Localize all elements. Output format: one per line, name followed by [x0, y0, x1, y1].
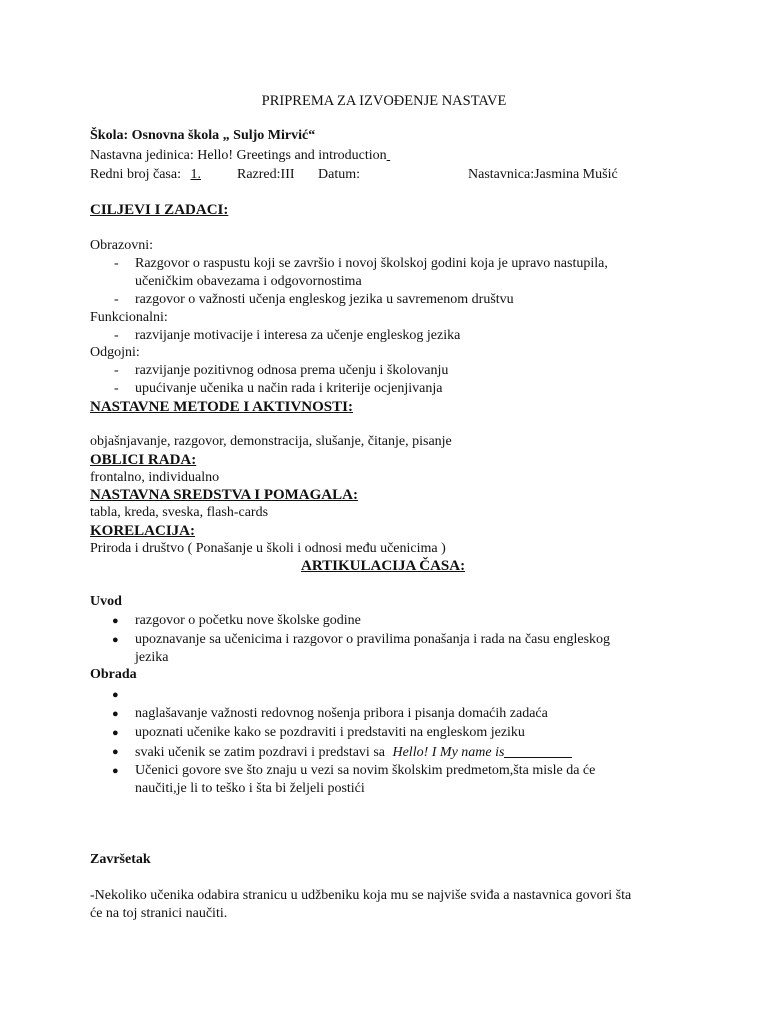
- bullet-icon: ●: [112, 765, 119, 777]
- main-item-text: svaki učenik se zatim pozdravi i predstavi sa: [135, 745, 385, 760]
- dash-marker: -: [114, 381, 119, 396]
- bullet-icon: ●: [112, 708, 119, 720]
- main-item-greeting: [135, 743, 572, 762]
- bullet-icon: ●: [112, 634, 119, 646]
- functional-label: Funkcionalni:: [90, 310, 168, 325]
- answer-blank: [504, 743, 572, 758]
- dash-marker: -: [114, 292, 119, 307]
- main-item: Učenici govore sve što znaju u vezi sa novim školskim predmetom,šta misle da će: [135, 763, 596, 778]
- school-line: Škola: Osnovna škola „ Suljo Mirvić“: [90, 128, 316, 143]
- bullet-icon: ●: [112, 615, 119, 627]
- dash-marker: -: [114, 328, 119, 343]
- goal-item: razvijanje pozitivnog odnosa prema učenju i školovanju: [135, 363, 449, 378]
- grade-text: Razred:III: [237, 167, 295, 182]
- date-label: Datum:: [318, 167, 360, 182]
- goals-heading: CILJEVI I ZADACI:: [90, 202, 229, 218]
- goal-item: razgovor o važnosti učenja engleskog jezika u savremenom društvu: [135, 292, 514, 307]
- intro-item-continuation: jezika: [135, 650, 169, 665]
- upbringing-label: Odgojni:: [90, 345, 140, 360]
- main-item: upoznati učenike kako se pozdraviti i predstaviti na engleskom jeziku: [135, 725, 525, 740]
- bullet-icon: ●: [112, 689, 119, 701]
- dash-marker: -: [114, 363, 119, 378]
- greeting-phrase: Hello! I My name is: [392, 745, 505, 760]
- teacher-text: Nastavnica:Jasmina Mušić: [468, 167, 618, 182]
- lesson-line: [90, 166, 201, 184]
- articulation-heading: ARTIKULACIJA ČASA:: [301, 558, 466, 574]
- closing-label: Završetak: [90, 852, 151, 867]
- intro-item: upoznavanje sa učenicima i razgovor o pravilima ponašanja i rada na času engleskog: [135, 632, 611, 647]
- unit-text: Nastavna jedinica: Hello! Greetings and introduction: [90, 148, 387, 163]
- goal-item: upućivanje učenika u način rada i kriterije ocjenjivanja: [135, 381, 443, 396]
- methods-text: objašnjavanje, razgovor, demonstracija, slušanje, čitanje, pisanje: [90, 434, 452, 449]
- goal-item: razvijanje motivacije i interesa za učenje engleskog jezika: [135, 328, 461, 343]
- main-item: naglašavanje važnosti redovnog nošenja pribora i pisanja domaćih zadaća: [135, 706, 548, 721]
- intro-label: Uvod: [90, 594, 122, 609]
- bullet-icon: ●: [112, 727, 119, 739]
- forms-heading: OBLICI RADA:: [90, 452, 197, 468]
- dash-marker: -: [114, 256, 119, 271]
- goal-item-continuation: učeničkim obavezama i odgovornostima: [135, 274, 362, 289]
- bullet-icon: ●: [112, 746, 119, 758]
- resources-heading: NASTAVNA SREDSTVA I POMAGALA:: [90, 487, 358, 503]
- educational-label: Obrazovni:: [90, 238, 153, 253]
- correlation-text: Priroda i društvo ( Ponašanje u školi i odnosi među učenicima ): [90, 541, 446, 556]
- lesson-number: 1.: [190, 167, 201, 182]
- methods-heading: NASTAVNE METODE I AKTIVNOSTI:: [90, 399, 353, 415]
- page-title: PRIPREMA ZA IZVOĐENJE NASTAVE: [261, 93, 507, 109]
- intro-item: razgovor o početku nove školske godine: [135, 613, 361, 628]
- unit-underline-gap: [387, 148, 391, 163]
- main-item-continuation: naučiti,je li to teško i šta bi željeli postići: [135, 781, 365, 796]
- closing-text: -Nekoliko učenika odabira stranicu u udžbeniku koja mu se najviše sviđa a nastavnica govori šta: [90, 888, 632, 903]
- lesson-label: Redni broj časa:: [90, 167, 181, 182]
- goal-item: Razgovor o raspustu koji se završio i novoj školskoj godini koja je upravo nastupila,: [135, 256, 608, 271]
- forms-text: frontalno, individualno: [90, 470, 220, 485]
- resources-text: tabla, kreda, sveska, flash-cards: [90, 505, 269, 520]
- correlation-heading: KORELACIJA:: [90, 523, 196, 539]
- main-label: Obrada: [90, 667, 137, 682]
- unit-line: [90, 147, 390, 165]
- closing-text-continuation: će na toj stranici naučiti.: [90, 906, 228, 921]
